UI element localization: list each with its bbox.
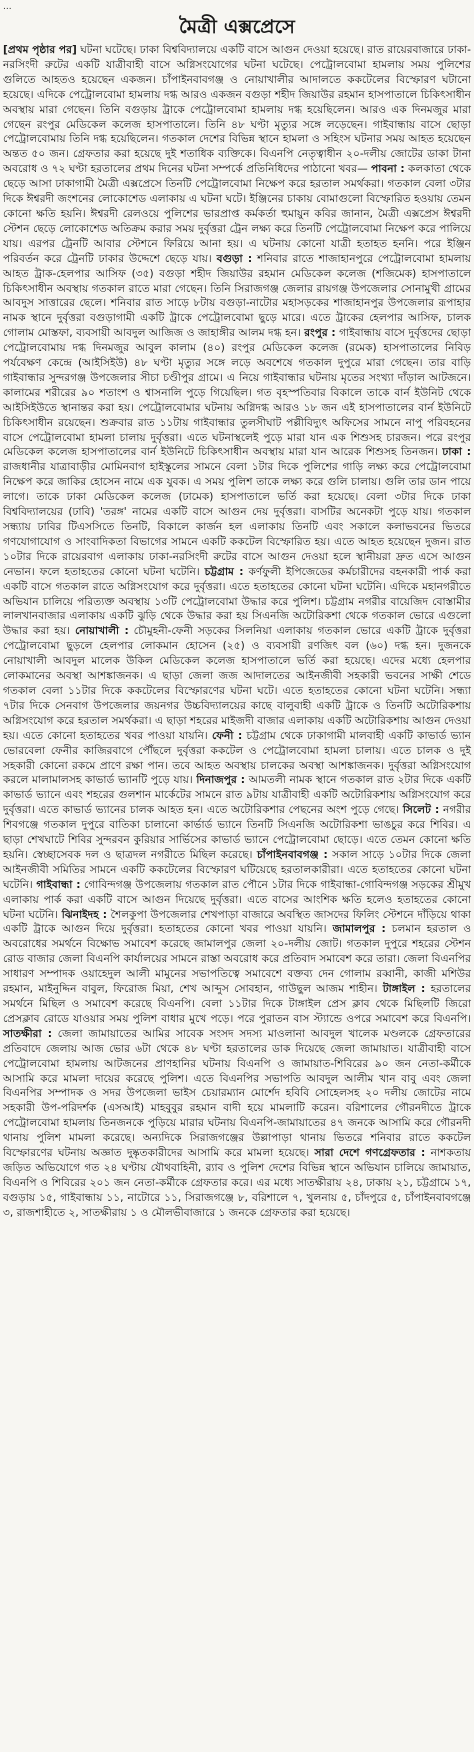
article-text: গাইবান্ধায় বাসে দুর্বৃত্তদের ছোড়া পেট্রোলবোমায় দগ্ধ দিনমজুর আবুল কালাম (৪০) রংপুর মেডিকেল কলেজ (রমেক) হাসপাতালের নিবিড় পর্যবেক্ষণ কেন্দ্রে (আইসিইউ) ৪৮ ঘণ্টা মৃত্যুর সঙ্গে লড়ে অবশেষে গতকাল দুপুরে মারা গেছেন। তার বাড়ি গাইবান্ধার সুন্দরগঞ্জ উপজেলার সীচা চণ্ডীপুর গ্রামে। এ নিয়ে গাইবান্ধার ঘটনায় মৃতের সংখ্যা দাঁড়াল আটজনে। কালামের শরীরের ৯০ শতাংশ ও শ্বাসনালি পুড়ে গিয়েছিল। গত বৃহস্পতিবার বিকালে তাকে বার্ন ইউনিট থেকে আইসিইউতে স্থানান্তর করা হয়। পেট্রোলবোমার ঘটনায় অগ্নিদগ্ধ আরও ১৮ জন এই হাসপাতালের বার্ন ইউনিটে চিকিৎসাধীন রয়েছেন। শুক্রবার রাত ১১টায় গাইবান্ধার তুলসীঘাট পল্লীবিদ্যুৎ অফিসের সামনে নাপু পরিবহনের বাসে পেট্রোলবোমা হামলা চালায় দুর্বৃত্তরা। এতে ঘটনাস্থলেই পুড়ে মারা যান এক শিশুসহ চারজন। পরে রংপুর মেডিকেল কলেজ হাসপাতালের বার্ন ইউনিটে চিকিৎসাধীন অবস্থায় মারা যান আরেক শিশুসহ তিনজন। bbox=[3, 327, 471, 459]
section-lead: সারা দেশে গণগ্রেফতার : bbox=[314, 1147, 426, 1160]
article-text: গোবিন্দগঞ্জ উপজেলায় গতকাল রাত পৌনে ১টার দিকে গাইবান্ধা-গোবিন্দগঞ্জ সড়কের শ্রীমুখ এলাকায় পার্ক করা একটি বাসে আগুন দিয়েছে দুর্বৃত্তরা। এতে বাসের আংশিক ক্ষতি হলেও হতাহতের কোনো ঘটনা ঘটেনি। bbox=[3, 878, 472, 921]
article-text: সকাল সাড়ে ১০টার দিকে জেলা আইনজীবী সমিতির সামনে একটি ককটেলের বিস্ফোরণ ঘটিয়েছে হরতালকারীরা। এতে হতাহতের কোনো ঘটনা ঘটেনি। bbox=[3, 848, 472, 891]
section-lead: চট্টগ্রাম : bbox=[204, 565, 244, 578]
section-lead: সাতক্ষীরা : bbox=[3, 1027, 52, 1040]
article-text: চট্টগ্রাম থেকে ঢাকাগামী মালবাহী একটি কাভার্ড ভ্যান ভোরবেলা ফেনীর কাজিরবাগে পৌঁছলে দুর্বৃত্তরা ককটেল ও পেট্রোলবোমা হামলা চালায়। এতে চালক ও দুই সহকারী কোনো রকমে প্রাণে রক্ষা পান। তবে আহত অবস্থায় চালকের অবস্থা আশঙ্কাজনক। দুর্বৃত্তরা অগ্নিসংযোগ করলে মালামালসহ কাভার্ড ভ্যানটি পুড়ে যায়। bbox=[3, 729, 471, 787]
article-text: ঘটনা ঘটেছে। ঢাকা বিশ্ববিদ্যালয়ে একটি বাসে আগুন দেওয়া হয়েছে। রাত রায়েরবাজারে ঢাকা-নরসিংদী রুটের একটি যাত্রীবাহী বাসে অগ্নিসংযোগের ঘটনা ঘটেছে। পেট্রোলবোমা হামলায় সময় পুলিশের গুলিতে আহতও হয়েছেন একজন। চাঁপাইনবাবগঞ্জ ও নোয়াখালীর আদালতে ককটেলের বিস্ফোরণ ঘটানো হয়েছে। এদিকে পেট্রোলবোমা হামলায় দগ্ধ আরও একজন বগুড়া শহীদ জিয়াউর রহমান হাসপাতালে চিকিৎসাধীন অবস্থায় মারা গেছেন। তিনি বগুড়ায় ট্রাকে পেট্রোলবোমা হামলায় দগ্ধ হয়েছিলেন। আরও এক দিনমজুর মারা গেছেন রংপুর মেডিকেল কলেজ হাসপাতালে। তিনি ৪৮ ঘণ্টা মৃত্যুর সঙ্গে লড়েছেন। গাইবান্ধায় বাসে ছোড়া পেট্রোলবোমায় তিনি দগ্ধ হয়েছিলেন। গতকাল দেশের বিভিন্ন স্থানে হামলা ও সহিংস ঘটনার সময় আহত হয়েছেন অন্তত ৫০ জন। গ্রেফতার করা হয়েছে দুই শতাধিক ব্যক্তিকে। বিএনপি নেতৃত্বাধীন ২০-দলীয় জোটের ডাকা টানা অবরোধ ও ৭২ ঘণ্টা হরতালের প্রথম দিনের ঘটনা সম্পর্কে প্রতিনিধিদের পাঠানো খবর— bbox=[3, 44, 471, 176]
section-lead: সিলেট : bbox=[402, 804, 440, 817]
section-lead: নোয়াখালী : bbox=[75, 625, 129, 638]
section-lead: ফেনী : bbox=[211, 729, 243, 742]
section-lead: বগুড়া : bbox=[216, 252, 253, 265]
section-lead: টাঙ্গাইল : bbox=[382, 983, 426, 996]
section-lead: [প্রথম পৃষ্ঠার পর] bbox=[3, 44, 77, 56]
article-text: নাশকতায় জড়িত অভিযোগে গত ২৪ ঘণ্টায় যৌথবাহিনী, র‍্যাব ও পুলিশ দেশের বিভিন্ন স্থানে অভিযান চালিয়ে জামায়াত, বিএনপি ও শিবিরের ২০১ জন নেতা-কর্মীকে গ্রেফতার করে। এর মধ্যে সাতক্ষীরায় ২৪, ঢাকায় ২১, চট্টগ্রামে ১৭, বগুড়ায় ১৫, গাইবান্ধায় ১১, নাটোরে ১১, সিরাজগঞ্জে ৮, বরিশালে ৭, খুলনায় ৫, চাঁদপুরে ৫, চাঁপাইনবাবগঞ্জে ৩, রাজশাহীতে ২, সাতক্ষীরায় ১ ও মৌলভীবাজারে ১ জনকে গ্রেফতার করা হয়েছে। bbox=[3, 1147, 471, 1219]
article-text: আমতলী নামক স্থানে গতকাল রাত ২টার দিকে একটি কাভার্ড ভ্যানে এবং শহরের গুলশান মার্কেটের সামনে রাত ৯টায় যাত্রীবাহী একটি অটোরিকশায় অগ্নিসংযোগ করে দুর্বৃত্তরা। এতে কাভার্ড ভ্যানের চালক আহত হন। এতে অটোরিকশার পেছনের অংশ পুড়ে গেছে। bbox=[3, 774, 471, 817]
article-text: নগরীর শিবগঞ্জে গতকাল দুপুরে বাতিকা চালানো কার্ভার্ড ভ্যানে তিনটি সিএনজি অটোরিকশা ভাঙচুর করে শিবির। এ ছাড়া শেখঘাটে শিবির সুন্দরবন কুরিয়ার সার্ভিসের কাভার্ড ভ্যানে পেট্রোলবোমা ছোড়ে। এতে তেমন কোনো ক্ষতি হয়নি। স্বেচ্ছাসেবক দল ও ছাত্রদল নগরীতে মিছিল করেছে। bbox=[3, 804, 471, 861]
article-text: চলমান হরতাল ও অবরোধের সমর্থনে বিক্ষোভ সমাবেশ করেছে জামালপুর জেলা ২০-দলীয় জোট। গতকাল দুপুরে শহরের স্টেশন রোড বাজার জেলা বিএনপি কার্যালয়ের সামনে রাস্তা অবরোধ করে প্রতিবাদ সমাবেশ করে তারা। জেলা বিএনপির সাধারণ সম্পাদক ওয়াহেদুল আলী মামুনের সভাপতিত্বে সমাবেশে বক্তব্য দেন গোলাম রব্বানী, কাজী মশিউর রহমান, মাইনুদ্দিন বাবুল, ফিরোজ মিয়া, শেখ আব্দুস সোবহান, গাউছুল আজম শাহীন। bbox=[3, 923, 471, 996]
article-headline: মৈত্রী এক্সপ্রেসে bbox=[178, 16, 296, 38]
cut-off-text-strip: ... bbox=[3, 2, 12, 12]
section-lead: দিনাজপুর : bbox=[196, 774, 246, 787]
article-text: জেলা জামায়াতের আমির সাবেক সংসদ সদস্য মাওলানা আবদুল খালেক মণ্ডলকে গ্রেফতারের প্রতিবাদে জেলায় আজ ভোর ৬টা থেকে ৪৮ ঘণ্টা হরতালের ডাক দিয়েছে জেলা জামায়াত। যাত্রীবাহী বাসে পেট্রোলবোমা হামলায় আটজনের প্রাণহানির ঘটনায় বিএনপি ও জামায়াত-শিবিরের ৯০ জন নেতা-কর্মীকে আসামি করে মামলা দায়ের করেছে পুলিশ। এতে বিএনপির সভাপতি আবদুল আলীম খান বাবু এবং জেলা বিএনপির সম্পাদক ও সদর উপজেলা ভাইস চেয়ারম্যান মোর্শেদ হবিবি সোহেলসহ ২০ দলীয় জোটের নামে সহকারী উপ-পরিদর্শক (এসআই) মাহবুবুর রহমান বাদী হয়ে মামলাটি করেন। বরিশালের গৌরনদীতে ট্রাকে পেট্রোলবোমা হামলায় তিনজনকে পুড়িয়ে মারার ঘটনায় বিএনপি-জামায়াতের ৪৭ জনকে আসামি করে গৌরনদী থানায় পুলিশ মামলা করেছে। অন্যদিকে সিরাজগঞ্জের উল্লাপাড়া থানায় ভিতরে শনিবার রাতে ককটেল বিস্ফোরণের ঘটনায় অজ্ঞাত দুষ্কৃতকারীদের আসামি করে মামলা হয়েছে। bbox=[3, 1027, 471, 1160]
article-text: হরতালের সমর্থনে মিছিল ও সমাবেশ করেছে বিএনপি। বেলা ১১টার দিকে টাঙ্গাইল প্রেস ক্লাব থেকে মিছিলটি জিরো প্রেসক্লাব রোডে যাওয়ার সময় পুলিশ বাধার মুখে পড়ে। পরে পুরাতন বাস স্ট্যান্ডে ওপরে সমাবেশ করে বিএনপি। bbox=[3, 983, 471, 1025]
article-text: শৈলকুপা উপজেলার শেখপাড়া বাজারে অবস্থিত জাসদের ফিলিং স্টেশনে দাঁড়িয়ে থাকা একটি ট্রাকে আগুন দিয়ে দুর্বৃত্তরা। হতাহতের কোনো খবর পাওয়া যায়নি। bbox=[3, 908, 471, 936]
article-body bbox=[3, 43, 471, 1221]
section-lead: ঝিনাইদহ : bbox=[61, 908, 108, 921]
section-lead: ঢাকা : bbox=[442, 446, 471, 459]
article-text: চৌমুহনী-ফেনী সড়কের সিলনিয়া এলাকায় গতকাল ভোরে একটি ট্রাকে দুর্বৃত্তরা পেট্রোলবোমা ছুড়লে হেলপার লোকমান হোসেন (২৫) ও ব্যবসায়ী রণজিৎ বল (৬০) দগ্ধ হন। দুজনকে নোয়াখালী আবদুল মালেক উকিল মেডিকেল কলেজ হাসপাতালে ভর্তি করা হয়েছে। এদের মধ্যে হেলপার লোকমানের অবস্থা আশঙ্কাজনক। এ ছাড়া জেলা জজ আদালতের আইনজীবী সহকারী ভবনের সাক্ষী শেডে গতকাল বেলা ১১টার দিকে ককটেলের বিস্ফোরণের ঘটনা ঘটে। এতে হতাহতের কোনো ঘটনা ঘটেনি। সন্ধ্যা ৭টার দিকে সেনবাগ উপজেলার জয়নগর উচ্চবিদ্যালয়ের কাছে বালুবাহী একটি ট্রাকে ও তিনটি অটোরিকশায় অগ্নিসংযোগ করে হরতাল সমর্থকরা। এ ছাড়া শহরের মাইজদী বাজার এলাকায় একটি অটোরিকশায় আগুন দেওয়া হয়। এতে কোনো হতাহতের খবর পাওয়া যায়নি। bbox=[3, 625, 471, 742]
section-lead: গাইবান্ধা : bbox=[36, 878, 81, 891]
article-text: কর্ণফুলী ইপিজেডের কর্মচারীদের বহনকারী পার্ক করা একটি বাসে গতকাল রাতে অগ্নিসংযোগ করে দুর্বৃত্তরা। এতে হতাহতের কোনো ঘটনা ঘটেনি। এদিকে মহানগরীতে অভিযান চালিয়ে পরিত্যক্ত অবস্থায় ১৩টি পেট্রোলবোমা উদ্ধার করে পুলিশ। চট্টগ্রাম নগরীর বায়েজিদ বোস্তামীর লালখানবাজার এলাকায় একটি ঝুড়ি থেকে উদ্ধার করা হয় সিএনজি অটোরিকশা থেকে গতকাল ভোরে এগুলো উদ্ধার করা হয়। bbox=[3, 565, 471, 638]
article-text: রাজধানীর যাত্রাবাড়ীর মোমিনবাগ হাইস্কুলের সামনে বেলা ১টার দিকে পুলিশের গাড়ি লক্ষ্য করে পেট্রোলবোমা নিক্ষেপ করে জাকির হোসেন নামে এক যুবক। এ সময় পুলিশ তাকে লক্ষ্য করে গুলি চালায়। গুলি তার ডান পায়ে লাগে। তাকে ঢাকা মেডিকেল কলেজ (ঢামেক) হাসপাতালে ভর্তি করা হয়েছে। বেলা ৩টার দিকে ঢাকা বিশ্ববিদ্যালয়ের (ঢাবি) 'তরঙ্গ' নামের একটি বাসে আগুন দেয় দুর্বৃত্তরা। বাসটির অনেকটা পুড়ে যায়। গতকাল সন্ধ্যায় ঢাবির টিএসসিতে তিনটি, বিকালে কার্জন হল এলাকায় তিনটি এবং সকালে কলাভবনের ভিতরে গণযোগাযোগ ও সাংবাদিকতা বিভাগের সামনে একটি ককটেল বিস্ফোরিত হয়। এতে আহত হয়েছেন দুজন। রাত ১০টার দিকে রায়েরবাগ এলাকায় ঢাকা-নরসিংদী রুটের বাসে আগুন দেওয়া হলে স্থানীয়রা দ্রুত এসে আগুন নেভান। ফলে হতাহতের কোনো ঘটনা ঘটেনি। bbox=[3, 461, 471, 578]
section-lead: চাঁপাইনবাবগঞ্জ : bbox=[256, 848, 328, 861]
article-text: শনিবার রাতে শাজাহানপুরে পেট্রোলবোমা হামলায় আহত ট্রাক-হেলপার আসিফ (৩৫) বগুড়া শহীদ জিয়াউর রহমান মেডিকেল কলেজ (শজিমেক) হাসপাতালে চিকিৎসাধীন অবস্থায় গতকাল রাতে মারা গেছেন। তিনি সিরাজগঞ্জ জেলার রায়গঞ্জ উপজেলার সোনামুখী গ্রামের আবদুস সাত্তারের ছেলে। শনিবার রাত সাড়ে ৮টায় বগুড়া-নাটোর মহাসড়কের শাজাহানপুর উপজেলার রূপাহার নামক স্থানে দুর্বৃত্তরা বগুড়াগামী একটি ট্রাকে পেট্রোলবোমা ছুড়ে মারে। এতে ট্রাকের হেলপার আসিফ, চালক গোলাম মোস্তফা, ব্যবসায়ী আবদুল আজিজ ও জাহাঙ্গীর আলম দগ্ধ হন। bbox=[3, 252, 471, 340]
section-lead: পাবনা : bbox=[371, 163, 405, 176]
section-lead: রংপুর : bbox=[304, 327, 336, 340]
section-lead: জামালপুর : bbox=[332, 923, 386, 936]
article-text: কলকাতা থেকে ছেড়ে আসা ঢাকাগামী মৈত্রী এক্সপ্রেসে তিনটি পেট্রোলবোমা নিক্ষেপ করে হরতাল সমর্থকরা। গতকাল বেলা ৩টার দিকে ঈশ্বরদী জংশনের লোকোশেড এলাকায় এ ঘটনা ঘটে। ইঞ্জিনের চাকায় বোমাগুলো বিস্ফোরিত হওয়ায় তেমন কোনো ক্ষতি হয়নি। ঈশ্বরদী রেলওয়ে পুলিশের ভারপ্রাপ্ত কর্মকর্তা হুমায়ুন কবির জানান, মৈত্রী এক্সপ্রেস ঈশ্বরদী স্টেশন ছেড়ে লোকোশেড অতিক্রম করার সময় দুর্বৃত্তরা ট্রেন লক্ষ্য করে তিনটি পেট্রোলবোমা নিক্ষেপ করে পালিয়ে যায়। এরপর ট্রেনটি আবার স্টেশনে ফিরিয়ে আনা হয়। এ ঘটনায় কোনো যাত্রী হতাহত হননি। পরে ইঞ্জিন পরিবর্তন করে ট্রেনটি ঢাকার উদ্দেশে ছেড়ে যায়। bbox=[3, 163, 471, 265]
